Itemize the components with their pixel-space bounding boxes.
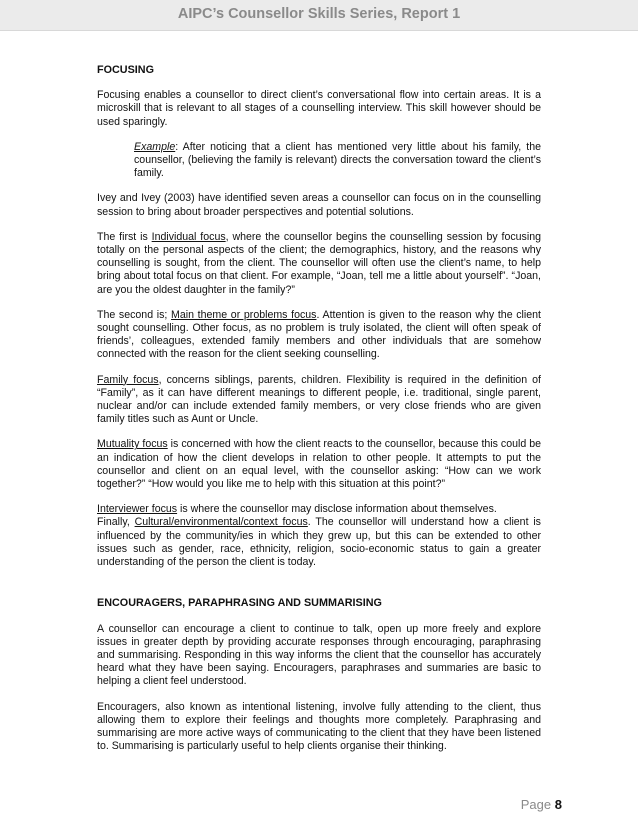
paragraph-family-focus [97, 374, 541, 427]
term-mutuality-focus: Mutuality focus [97, 438, 168, 451]
text: , concerns siblings, parents, children. Flexibility is required in the definition of “Family”, as it can have different meanings to different people, i.e. traditional, single parent, nuclear and/or can include extended family members, or very close friends who are given family titles such as Aunt or Uncle. [97, 373, 541, 426]
text: , where the counsellor begins the counselling session by focusing totally on the personal aspects of the client; the demographics, history, and the reasons why counselling is sought, from the client. The counsellor will often use the client’s name, to help bring about total focus on that client. For example, “Joan, tell me a little about yourself”. “Joan, are you the oldest daughter in the family?” [97, 230, 541, 296]
paragraph: Ivey and Ivey (2003) have identified seven areas a counsellor can focus on in the counselling session to bring about broader perspectives and potential solutions. [97, 192, 541, 218]
term-cultural-focus: Cultural/environmental/context focus [134, 516, 308, 529]
example-label: Example [134, 140, 176, 153]
section-heading-encouragers: ENCOURAGERS, PARAPHRASING AND SUMMARISING [97, 597, 382, 610]
term-main-theme-focus: Main theme or problems focus [171, 308, 317, 321]
paragraph-mutuality-focus [97, 438, 541, 491]
text: is concerned with how the client reacts to the counsellor, because this could be an indication of how the client develops in relation to other people. It attempts to put the counsellor and client on an equal level, with the counsellor asking: “How can we work together?” “How would you like me to help with this situation at this point?” [97, 438, 542, 491]
paragraph-interviewer-focus [97, 503, 541, 516]
text: . The counsellor will understand how a client is influenced by the community/ies in which they grew up, but this can be extended to other issues such as gender, race, ethnicity, religion, socio-economic status to gain a greater understanding of the person the client is today. [97, 516, 541, 569]
page-footer [521, 797, 562, 812]
paragraph: Focusing enables a counsellor to direct client’s conversational flow into certain areas. It is a microskill that is relevant to all stages of a counselling interview. This skill however should be used sparingly. [97, 89, 541, 128]
paragraph: A counsellor can encourage a client to continue to talk, open up more freely and explore issues in greater depth by providing accurate responses through encouraging, paraphrasing and summarising. Responding in this way informs the client that the counsellor has accurately heard what they have been saying. Encouragers, paraphrases and summaries are basic to helping a client feel understood. [97, 622, 541, 688]
paragraph-individual-focus [97, 231, 541, 297]
text: Finally, [97, 516, 135, 529]
example-paragraph [134, 141, 541, 181]
term-interviewer-focus: Interviewer focus [97, 503, 178, 516]
text: is where the counsellor may disclose information about themselves. [177, 503, 497, 516]
paragraph-cultural-focus [97, 516, 541, 569]
text: The first is [97, 230, 152, 243]
paragraph-main-theme-focus [97, 309, 541, 362]
header-title: AIPC’s Counsellor Skills Series, Report 1 [177, 6, 461, 22]
term-family-focus: Family focus [97, 373, 159, 386]
paragraph: Encouragers, also known as intentional listening, involve fully attending to the client, thus allowing them to explore their feelings and thoughts more completely. Paraphrasing and summarising are more active ways of communicating to the client that they have been listened to. Summarising is particularly useful to help clients organise their thinking. [97, 700, 541, 753]
text: The second is; [97, 308, 172, 321]
text: . Attention is given to the reason why the client sought counselling. Other focus, as no problem is truly isolated, the client will often speak of friends’, colleagues, extended family members and other individuals that are somehow connected with the reason for the client seeking counselling. [97, 308, 541, 361]
page-header [0, 0, 638, 31]
document-body [97, 64, 541, 765]
page-label: Page [520, 797, 552, 812]
page-number: 8 [554, 797, 562, 812]
example-text: : After noticing that a client has mentioned very little about his family, the counsellor, (believing the family is relevant) directs the conversation toward the client’s family. [134, 140, 541, 180]
term-individual-focus: Individual focus [151, 230, 226, 243]
section-heading-focusing: FOCUSING [97, 64, 154, 76]
